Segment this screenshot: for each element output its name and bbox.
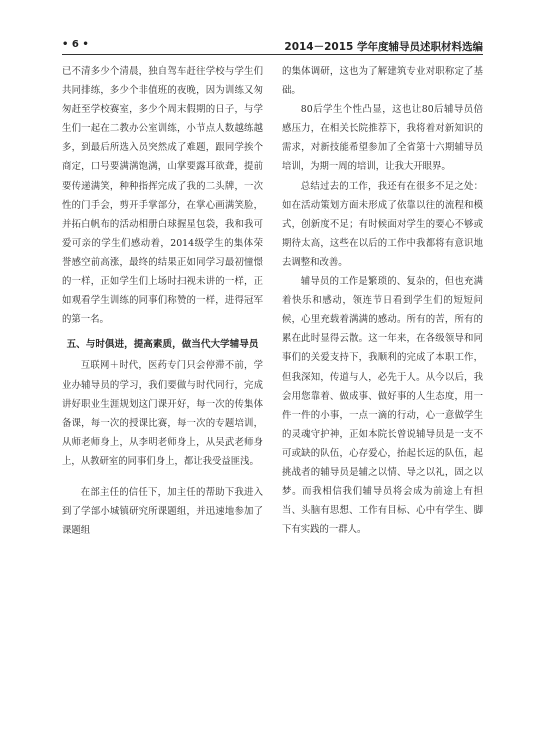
left-column	[62, 62, 263, 540]
paragraph: 辅导员的工作是繁琐的、复杂的，但也充满着快乐和感动，领连节日看到学生们的短短问候，心里充载着满满的感动。所有的苦，所有的累在此时显得云散。这一年来，在各级领导和同事们的关爱支持下，我顺利的完成了本职工作，但我深知，传道与人，必先于人。从今以后，我会用您靠着、做成事、做好事的人生态度，用一件一件的小事，一点一滴的行动，心一意做学生的灵魂守护神，正如本院长曾说辅导员是一支不可或缺的队伍，心存爱心，抬起长远的队伍，起挑战者的辅导员是辅之以情、导之以礼，固之以梦。而我相信我们辅导员将会成为前途上有担当、头脑有思想、工作有目标、心中有学生、脚下有实践的一群人。	[282, 276, 483, 536]
section-heading: 五、与时俱进，提高素质，做当代大学辅导员	[66, 339, 259, 351]
paragraph: 在部主任的信任下，加主任的帮助下我进入到了学部小城镇研究所课题组，并迅速地参加了课题组	[62, 486, 263, 537]
paragraph: 已不清多少个清晨，独自驾车赶往学校与学生们共同排练，多少个非值班的夜晚，因为训练又匆匆赶至学校赛室，多少个周末假期的日子，与学生们一起在二教办公室训练，小节点人数越练越多，到最后所选入员突然成了难题，跟同学挨个商定，口号要满满饱满，山掌要露耳欲聋，提前要传递满笑，种种指挥完成了我的二头牌，一次性的门手会，剪开手掌部分，在掌心画满笑脸，并拓白帆布的活动相册白球握星包袋，我和我可爱可亲的学生们感动着，2014级学生的集体荣誉感空前高涨，最终的结果正如同学习最初憧憬的一样，正如学生们上场时扫视未讲的一样，正如观看学生训练的同事们称赞的一样，进得冠军的第一名。	[62, 66, 263, 326]
page-number: • 6 •	[62, 39, 89, 50]
right-column	[282, 62, 483, 539]
paragraph: 总结过去的工作，我还有在很多不足之处：如在活动策划方面未形成了依靠以往的流程和模式，创新度不足；有时候面对学生的要心不够或期待太高，这些在以后的工作中我都将有意识地去调整和改善。	[282, 180, 483, 268]
paragraph: 的集体调研，这也为了解建筑专业对职称定了基础。	[282, 66, 483, 97]
paragraph: 互联网＋时代，医药专门只会停滞不前，学业办辅导员的学习，我们要做与时代同行，完成讲好职业生涯规划这门课开好，每一次的传集体备课，每一次的授课比赛，每一次的专题培训，从师老师身上，从李明老师身上，从吴武老师身上，从教研室的同事们身上，都让我受益匪浅。	[62, 360, 263, 467]
header-divider	[62, 54, 483, 55]
paragraph-gap	[62, 471, 263, 483]
paragraph: 80后学生个性凸显，这也让80后辅导员倍感压力，在相关长院推荐下，我将着对新知识的需求，对新技能希望参加了全省第十六期辅导员培训，为期一周的培训，让我大开眼界。	[282, 104, 483, 173]
running-header-title: 2014－2015 学年度辅导员述职材料选编	[284, 41, 483, 53]
